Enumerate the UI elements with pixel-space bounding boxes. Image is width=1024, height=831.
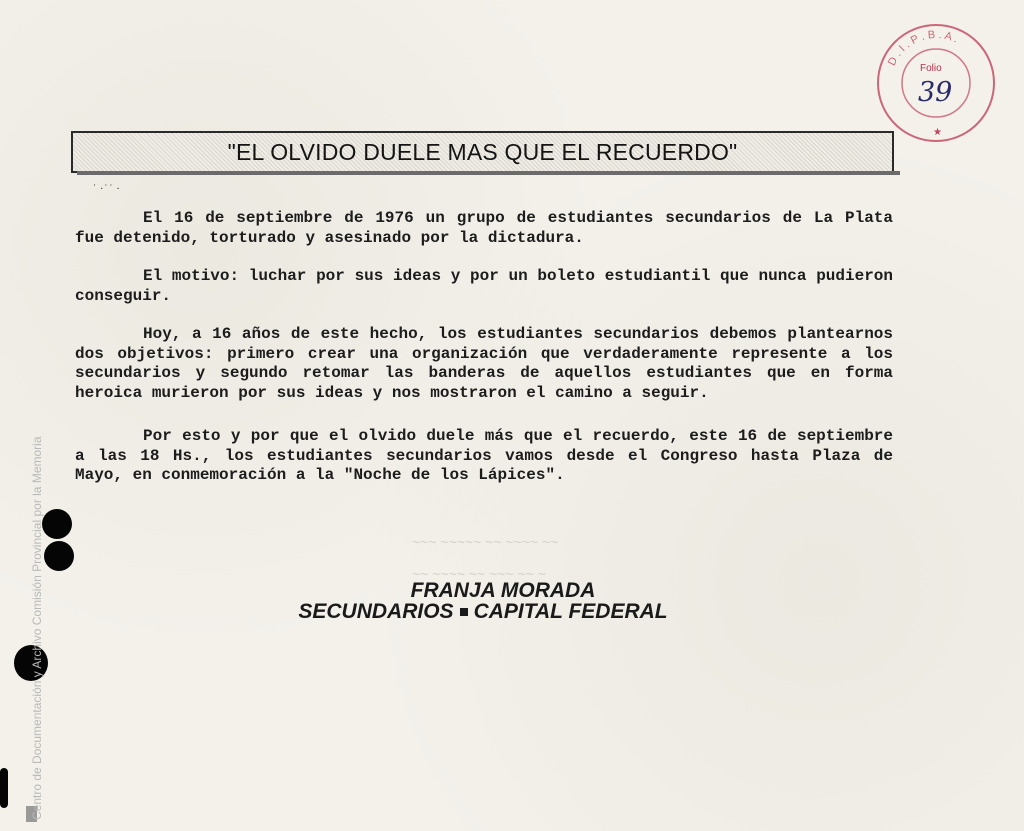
punch-hole-2: [44, 541, 74, 571]
separator-square-icon: [460, 608, 468, 616]
bleed-through-line-2: ~~ ~~~~ ~~ ~~~ ~~ ~: [412, 566, 546, 582]
ink-specks: ˙ ·˙˙ ·: [92, 184, 120, 195]
signature-line-1: FRANJA MORADA: [410, 579, 596, 602]
signature-line-2: [268, 601, 698, 622]
signature-secundarios: SECUNDARIOS: [298, 600, 454, 623]
punch-hole-edge: [0, 768, 8, 808]
paragraph-3: Hoy, a 16 años de este hecho, los estudiantes secundarios debemos plantearnos dos objetivos: primero crear una organización que verdaderamente represente a los secundarios y segundo retomar las banderas de aquellos estudiantes que en forma heroica murieron por sus ideas y nos mostraron el camino a seguir.: [75, 325, 893, 402]
signature-capital-federal: CAPITAL FEDERAL: [473, 600, 668, 623]
punch-hole-1: [42, 509, 72, 539]
svg-text:D . I . P . B . A .: D . I . P . B . A .: [885, 28, 960, 68]
bleed-through-line-1: ~~~ ~~~~~ ~~ ~~~~ ~~: [412, 534, 559, 550]
archive-side-label: Centro de Documentación y Archivo Comisión Provincial por la Memoria: [30, 436, 44, 820]
stamp-number: 39: [918, 77, 953, 108]
signature-block: [268, 580, 698, 622]
stamp-label: Folio: [920, 63, 942, 74]
document-title: "EL OLVIDO DUELE MAS QUE EL RECUERDO": [227, 138, 738, 165]
paragraph-1: El 16 de septiembre de 1976 un grupo de estudiantes secundarios de La Plata fue detenido, torturado y asesinado por la dictadura.: [75, 209, 893, 247]
paragraph-4: Por esto y por que el olvido duele más que el recuerdo, este 16 de septiembre a las 18 Hs., los estudiantes secundarios vamos desde el Congreso hasta Plaza de Mayo, en conmemoración a la "Noche de los Lápices".: [75, 427, 893, 484]
title-banner: [71, 131, 894, 173]
paragraph-2: El motivo: luchar por sus ideas y por un boleto estudiantil que nunca pudieron conseguir.: [75, 267, 893, 305]
svg-text:★: ★: [933, 127, 942, 138]
body-text: [75, 209, 893, 505]
